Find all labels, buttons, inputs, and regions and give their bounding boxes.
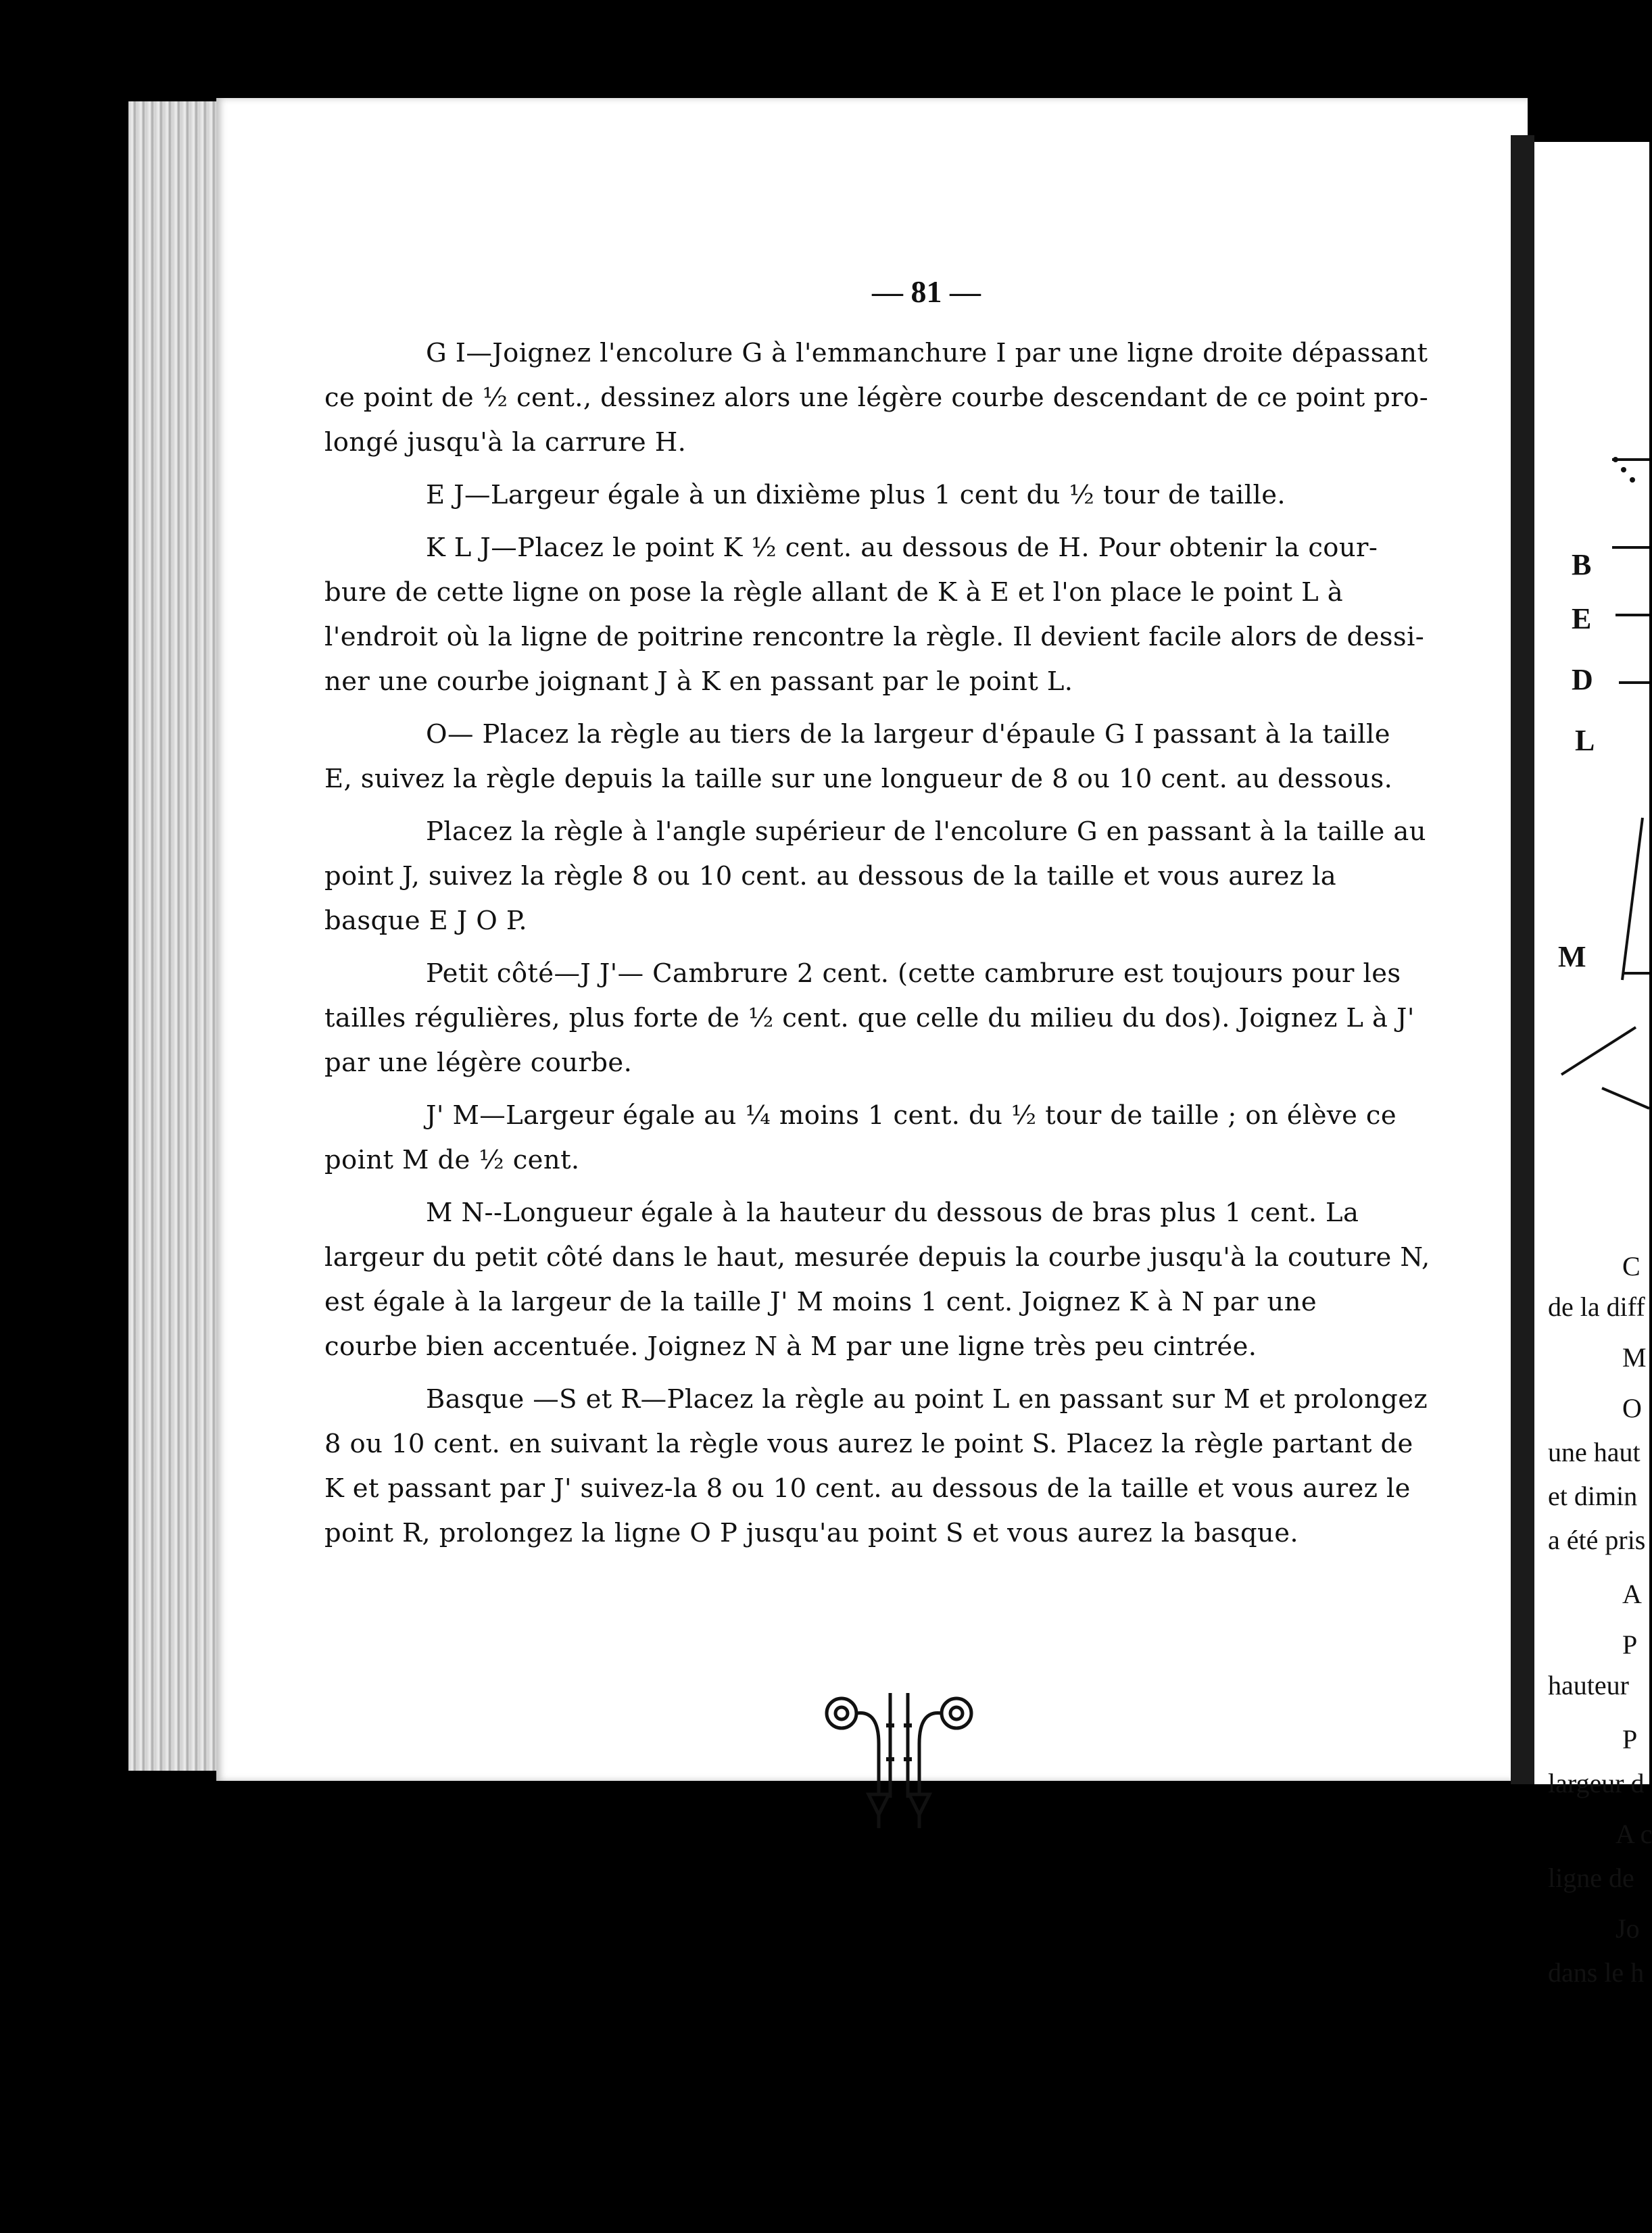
text-line: Placez la règle à l'angle supérieur de l'encolure G en passant à la taille au: [426, 816, 1426, 847]
figure-label: D: [1572, 663, 1593, 696]
text-line: Basque —S et R—Placez la règle au point L en passant sur M et prolongez: [426, 1384, 1428, 1415]
text-line: largeur du petit côté dans le haut, mesurée depuis la courbe jusqu'à la couture N,: [324, 1242, 1430, 1273]
paragraph-basque: [324, 1377, 1497, 1556]
ornament-icon: [815, 1683, 983, 1838]
pattern-diagram: [1534, 142, 1649, 1088]
text-line: K L J—Placez le point K ½ cent. au dessous de H. Pour obtenir la cour-: [426, 533, 1378, 563]
paragraph-regle: [324, 810, 1497, 943]
figure-label: L: [1575, 724, 1595, 757]
next-page-fragment: [1534, 142, 1652, 1988]
text-line: longé jusqu'à la carrure H.: [324, 427, 687, 458]
text-line: M N--Longueur égale à la hauteur du dessous de bras plus 1 cent. La: [426, 1198, 1359, 1228]
paragraph-gi: [324, 331, 1497, 465]
text-line: 8 ou 10 cent. en suivant la règle vous aurez le point S. Placez la règle partant de: [324, 1429, 1413, 1459]
text-fragment: hauteur: [1548, 1670, 1629, 1700]
paragraph-petit-cote: [324, 952, 1497, 1085]
text-line: O— Placez la règle au tiers de la largeur d'épaule G I passant à la taille: [426, 719, 1390, 750]
text-line: E J—Largeur égale à un dixième plus 1 cent du ½ tour de taille.: [426, 480, 1286, 510]
page-number: — 81 —: [872, 274, 981, 309]
text-fragment: une haut: [1548, 1437, 1641, 1467]
text-line: courbe bien accentuée. Joignez N à M par une ligne très peu cintrée.: [324, 1331, 1257, 1362]
text-line: ner une courbe joignant J à K en passant par le point L.: [324, 666, 1073, 697]
text-fragment: O: [1622, 1393, 1642, 1423]
text-fragment: P: [1622, 1629, 1638, 1660]
text-line: est égale à la largeur de la taille J' M moins 1 cent. Joignez K à N par une: [324, 1287, 1317, 1317]
text-fragment: ligne de: [1548, 1863, 1634, 1893]
text-fragment: P: [1622, 1724, 1638, 1754]
book-gutter: [1511, 135, 1534, 1784]
text-line: par une légère courbe.: [324, 1048, 633, 1078]
text-fragment: M: [1622, 1342, 1647, 1373]
paragraph-mn: [324, 1191, 1497, 1369]
text-line: point R, prolongez la ligne O P jusqu'au point S et vous aurez la basque.: [324, 1518, 1299, 1548]
paragraph-jm: [324, 1094, 1497, 1183]
text-line: bure de cette ligne on pose la règle allant de K à E et l'on place le point L à: [324, 577, 1344, 608]
figure-label: M: [1558, 940, 1586, 973]
paragraph-klj: [324, 526, 1497, 704]
text-fragment: C: [1622, 1251, 1641, 1281]
paragraph-ej: [324, 473, 1497, 518]
paragraph-o: [324, 712, 1497, 802]
text-line: G I—Joignez l'encolure G à l'emmanchure I par une ligne droite dépassant: [426, 338, 1428, 368]
figure-label: B: [1572, 548, 1592, 581]
text-fragment: Jo: [1615, 1913, 1640, 1944]
text-fragment: de la diff: [1548, 1292, 1645, 1322]
text-fragment: A: [1622, 1579, 1642, 1609]
text-line: basque E J O P.: [324, 906, 527, 936]
text-line: ce point de ½ cent., dessinez alors une légère courbe descendant de ce point pro-: [324, 383, 1429, 413]
text-line: E, suivez la règle depuis la taille sur une longueur de 8 ou 10 cent. au dessous.: [324, 764, 1393, 794]
text-line: point M de ½ cent.: [324, 1145, 580, 1175]
text-fragment: A c: [1615, 1819, 1652, 1849]
text-fragment: a été pris: [1548, 1525, 1646, 1555]
page-body: [324, 331, 1497, 1564]
text-fragment: dans le h: [1548, 1957, 1645, 1988]
text-line: l'endroit où la ligne de poitrine rencontre la règle. Il devient facile alors de dessi-: [324, 622, 1425, 652]
text-line: Petit côté—J J'— Cambrure 2 cent. (cette cambrure est toujours pour les: [426, 958, 1401, 989]
book-page-edges: [128, 101, 230, 1771]
text-line: point J, suivez la règle 8 ou 10 cent. au dessous de la taille et vous aurez la: [324, 861, 1337, 891]
text-line: J' M—Largeur égale au ¼ moins 1 cent. du ½ tour de taille ; on élève ce: [426, 1100, 1397, 1131]
text-fragment: largeur d: [1548, 1768, 1645, 1798]
figure-label: E: [1572, 602, 1592, 635]
text-fragment: et dimin: [1548, 1481, 1638, 1511]
text-line: K et passant par J' suivez-la 8 ou 10 cent. au dessous de la taille et vous aurez le: [324, 1473, 1411, 1504]
text-line: tailles régulières, plus forte de ½ cent. que celle du milieu du dos). Joignez L à J': [324, 1003, 1415, 1033]
